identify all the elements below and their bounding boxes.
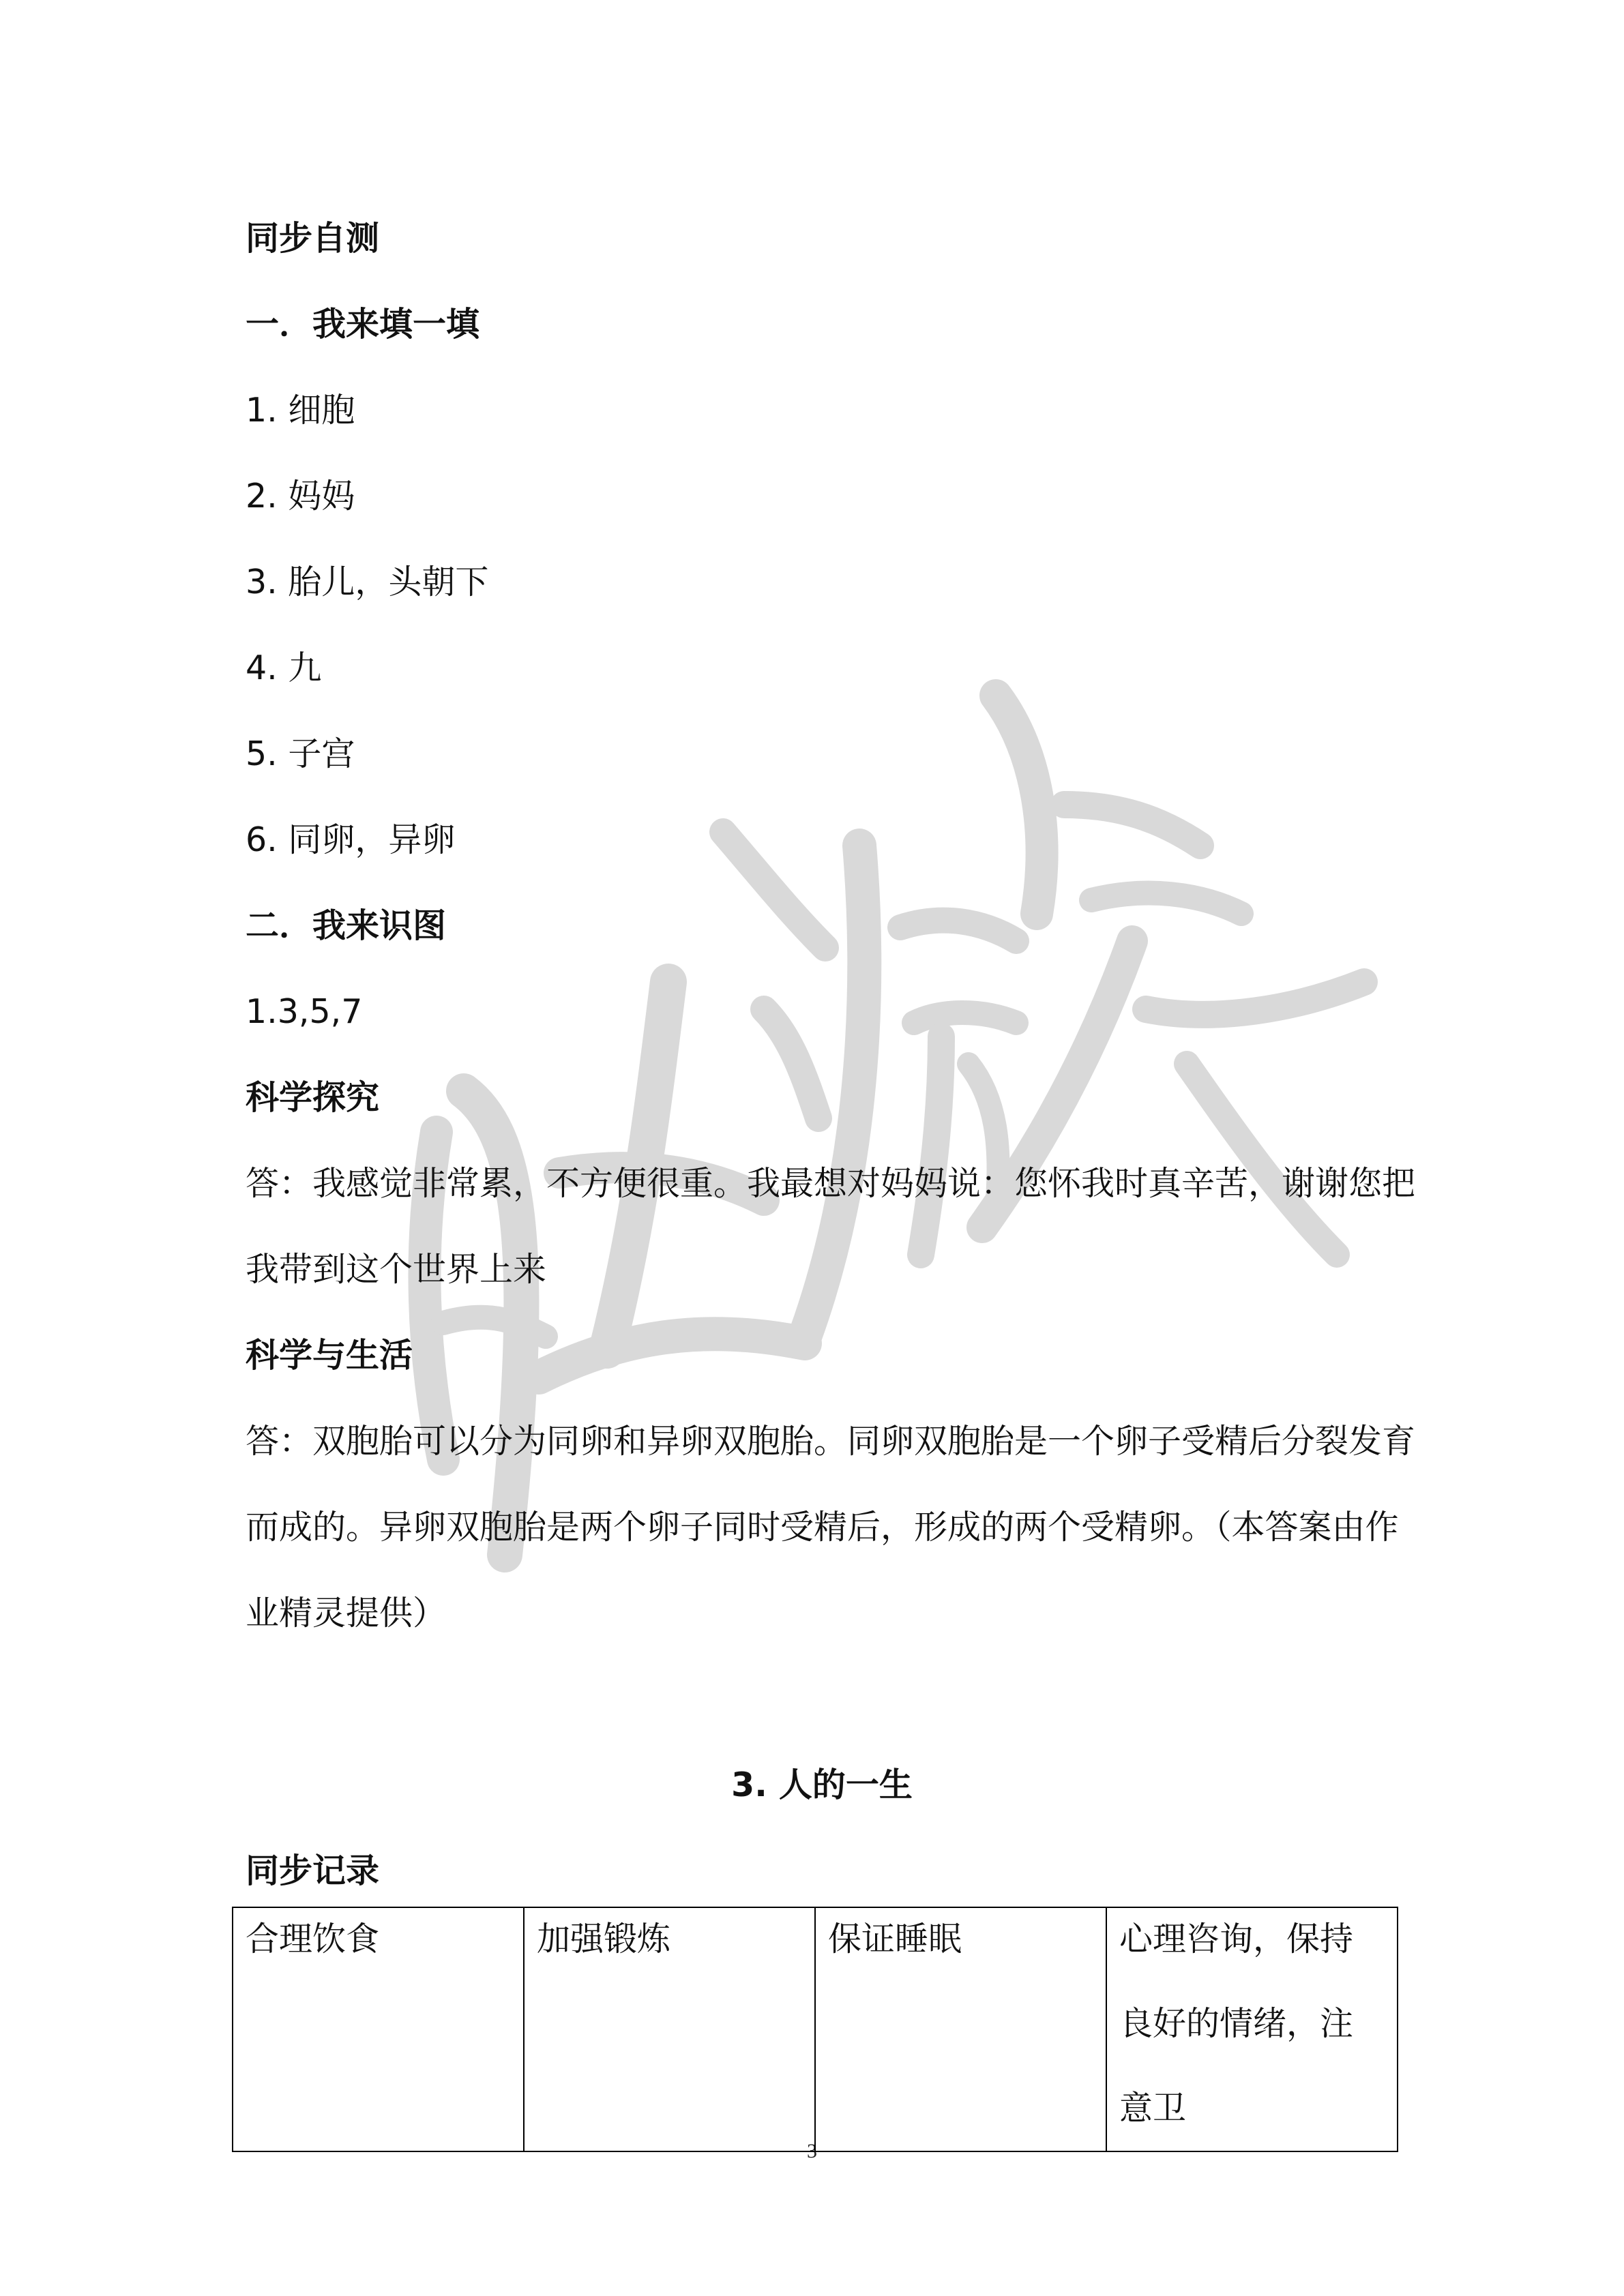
table-cell-diet bbox=[233, 1907, 524, 2151]
table-row bbox=[233, 1907, 1398, 2151]
cell-text: 保证睡眠 bbox=[828, 1920, 962, 1958]
cell-text: 心理咨询，保持良好的情绪，注意卫 bbox=[1119, 1920, 1354, 2128]
table-cell-exercise bbox=[524, 1907, 815, 2151]
fill-answer-5: 5. 子宫 bbox=[246, 734, 355, 773]
identify-picture-answer: 1.3,5,7 bbox=[246, 992, 363, 1031]
fill-answer-3: 3. 胎儿，头朝下 bbox=[246, 563, 489, 601]
record-table bbox=[232, 1907, 1398, 2152]
part-title-fill-in: 一．我来填一填 bbox=[246, 305, 480, 344]
fill-answer-2: 2. 妈妈 bbox=[246, 477, 355, 516]
chapter-title: 3. 人的一生 bbox=[731, 1765, 913, 1804]
record-heading: 同步记录 bbox=[246, 1851, 380, 1890]
table-cell-mental-health bbox=[1106, 1907, 1398, 2151]
watermark-calligraphy bbox=[382, 655, 1405, 1643]
life-answer-line-3: 业精灵提供） bbox=[246, 1594, 447, 1632]
page-number: 3 bbox=[807, 2140, 817, 2162]
cell-text: 加强锻炼 bbox=[537, 1920, 671, 1958]
part-title-identify-picture: 二．我来识图 bbox=[246, 906, 447, 945]
life-answer-line-2: 而成的。异卵双胞胎是两个卵子同时受精后，形成的两个受精卵。（本答案由作 bbox=[246, 1508, 1399, 1547]
cell-text: 合理饮食 bbox=[246, 1920, 380, 1958]
fill-answer-6: 6. 同卵，异卵 bbox=[246, 820, 456, 859]
life-answer-line-1: 答：双胞胎可以分为同卵和异卵双胞胎。同卵双胞胎是一个卵子受精后分裂发育 bbox=[246, 1422, 1416, 1461]
explore-title: 科学探究 bbox=[246, 1078, 380, 1117]
section-heading-self-test: 同步自测 bbox=[246, 219, 380, 258]
fill-answer-4: 4. 九 bbox=[246, 648, 322, 687]
explore-answer-line-1: 答：我感觉非常累，不方便很重。我最想对妈妈说：您怀我时真辛苦，谢谢您把 bbox=[246, 1164, 1416, 1203]
explore-answer-line-2: 我带到这个世界上来 bbox=[246, 1250, 547, 1289]
fill-answer-1: 1. 细胞 bbox=[246, 391, 355, 430]
life-title: 科学与生活 bbox=[246, 1336, 413, 1375]
table-cell-sleep bbox=[815, 1907, 1106, 2151]
